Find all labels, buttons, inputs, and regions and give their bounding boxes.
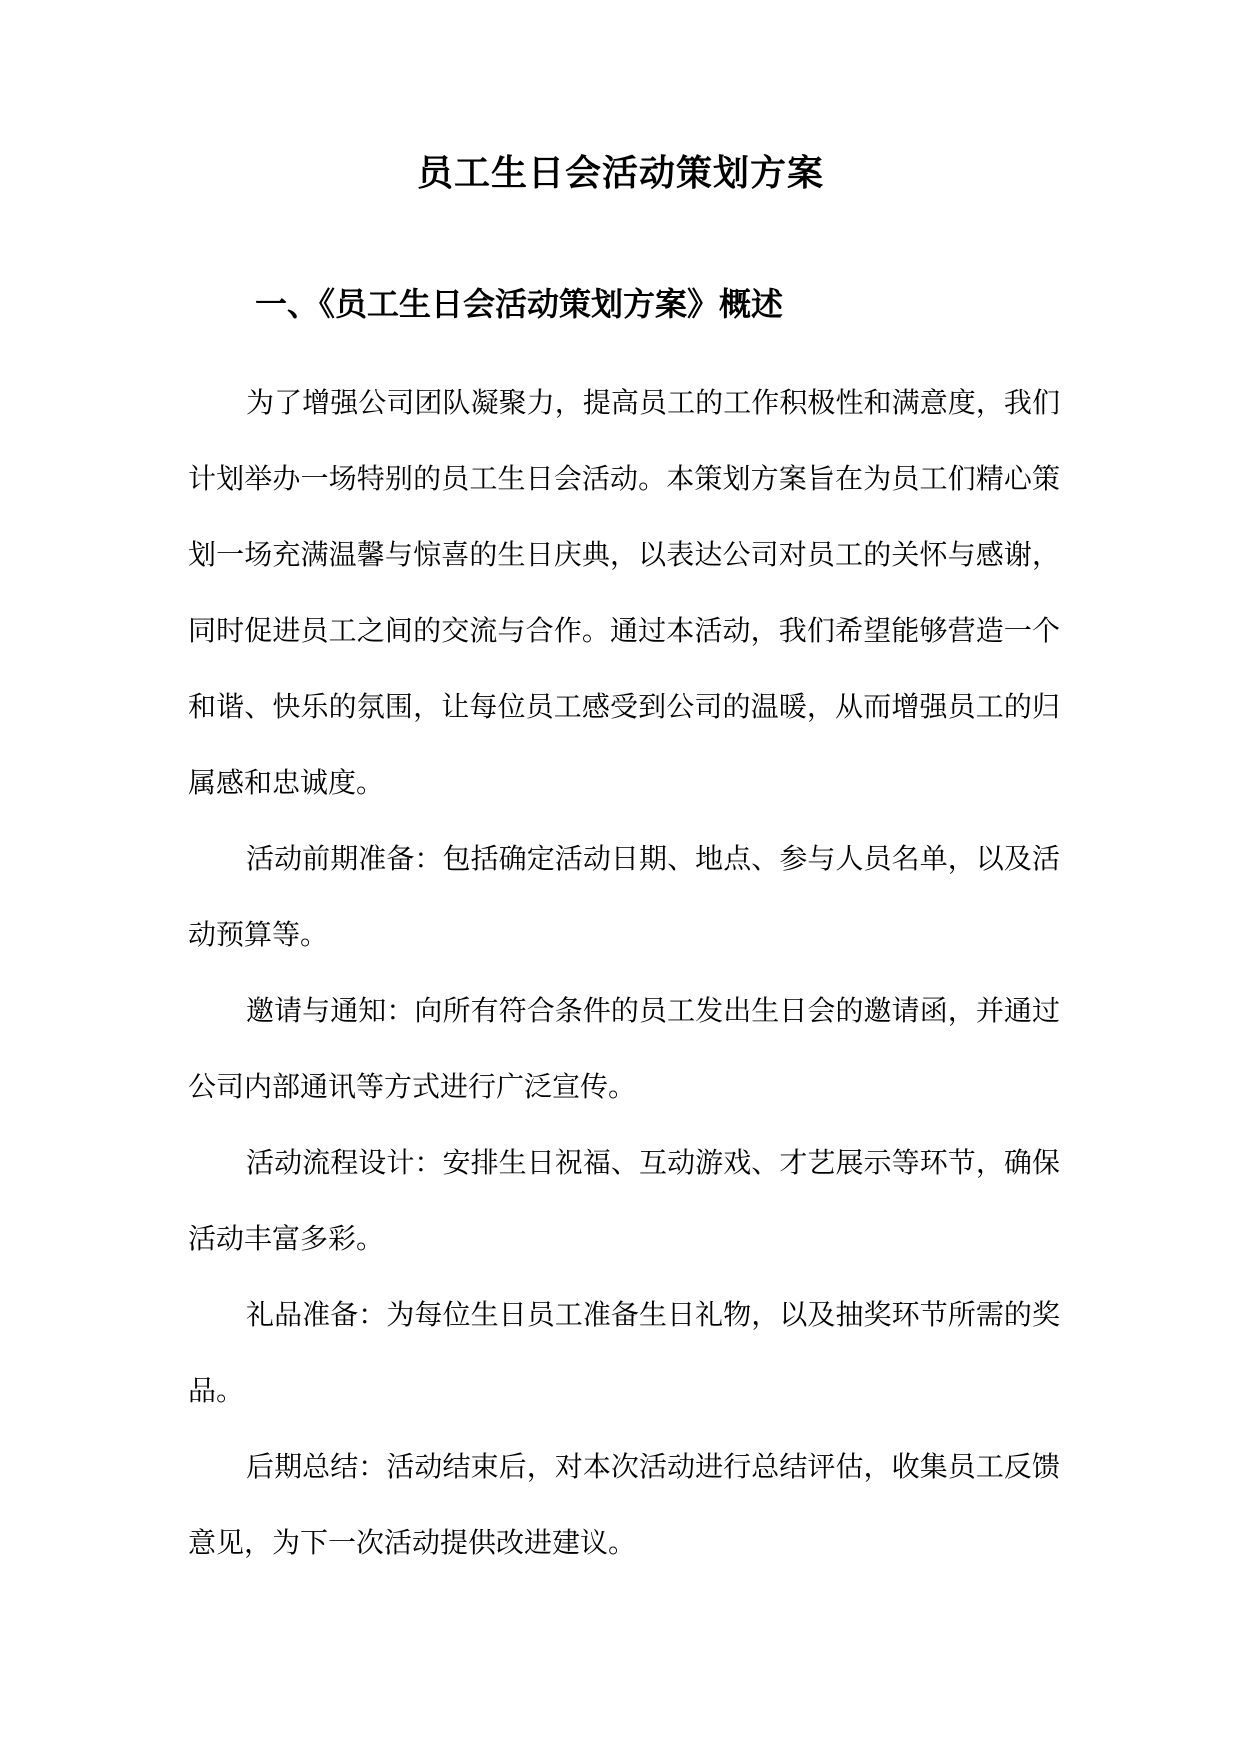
paragraph-invitation: 邀请与通知：向所有符合条件的员工发出生日会的邀请函，并通过公司内部通讯等方式进行广泛宣传。 [188,994,1060,1103]
paragraph-preparation: 活动前期准备：包括确定活动日期、地点、参与人员名单，以及活动预算等。 [188,842,1060,951]
section-heading: 一、《员工生日会活动策划方案》概述 [255,285,784,323]
document-title: 员工生日会活动策划方案 [416,152,824,194]
document-body [188,365,1060,1581]
paragraph-summary: 后期总结：活动结束后，对本次活动进行总结评估，收集员工反馈意见，为下一次活动提供改进建议。 [188,1450,1060,1559]
paragraph-process-design: 活动流程设计：安排生日祝福、互动游戏、才艺展示等环节，确保活动丰富多彩。 [188,1146,1060,1255]
paragraph-gift-preparation: 礼品准备：为每位生日员工准备生日礼物，以及抽奖环节所需的奖品。 [188,1298,1060,1407]
paragraph-overview: 为了增强公司团队凝聚力，提高员工的工作积极性和满意度，我们计划举办一场特别的员工生日会活动。本策划方案旨在为员工们精心策划一场充满温馨与惊喜的生日庆典，以表达公司对员工的关怀与感谢，同时促进员工之间的交流与合作。通过本活动，我们希望能够营造一个和谐、快乐的氛围，让每位员工感受到公司的温暖，从而增强员工的归属感和忠诚度。 [188,386,1060,799]
